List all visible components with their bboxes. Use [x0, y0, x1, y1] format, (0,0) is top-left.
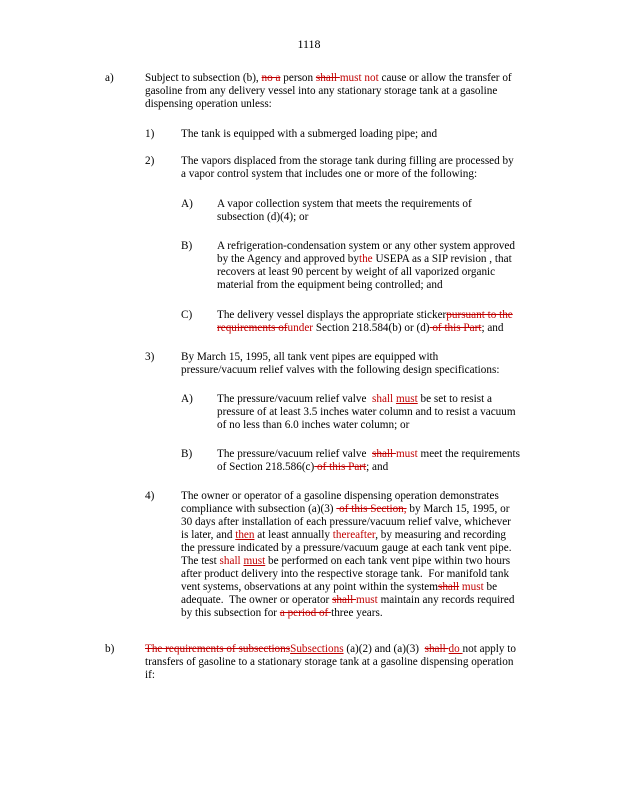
inserted-text: thereafter [332, 529, 376, 541]
text-run: cause or allow the transfer of [378, 72, 512, 84]
text-line [181, 555, 514, 568]
text-run: 30 days after installation of each pressure/vacuum relief valve, whichever [181, 516, 511, 528]
item-2A-text [217, 198, 472, 224]
text-line [181, 155, 514, 168]
text-run: ; and [481, 322, 504, 334]
text-line [181, 607, 514, 620]
text-line [217, 419, 516, 432]
text-run: maintain any records required [377, 594, 515, 606]
text-run: after product delivery into the respective storage tank. For manifold tank [181, 568, 510, 580]
item-1-text [181, 128, 437, 141]
text-line [181, 542, 514, 555]
text-line [181, 581, 514, 594]
text-run: A refrigeration-condensation system or any other system approved [217, 240, 515, 252]
text-run: the pressure indicated by a pressure/vacuum gauge at each tank vent pipe. [181, 542, 512, 554]
text-run: A vapor collection system that meets the requirements of [217, 198, 472, 210]
text-line [217, 309, 513, 322]
page-number: 1118 [297, 37, 321, 51]
item-2C-text [217, 309, 513, 335]
text-line [217, 198, 472, 211]
item-3-label: 3) [145, 351, 155, 363]
deleted-text: shall [424, 643, 449, 655]
text-run: pressure of at least 3.5 inches water column and to resist a vacuum [217, 406, 516, 418]
inserted-text: must [459, 581, 484, 593]
text-run: by this subsection for [181, 607, 280, 619]
item-4-label: 4) [145, 490, 155, 502]
item-3-text [181, 351, 499, 377]
item-1-label: 1) [145, 128, 155, 140]
text-run: of no less than 6.0 inches water column; or [217, 419, 410, 431]
deleted-text: shall [372, 448, 396, 460]
text-run: (a)(2) and (a)(3) [343, 643, 425, 655]
text-line [181, 351, 499, 364]
text-run: be performed on each tank vent pipe within two hours [265, 555, 511, 567]
deleted-text: pursuant to the [446, 309, 513, 321]
text-line [145, 669, 516, 682]
item-2A-label: A) [181, 198, 193, 210]
text-line [181, 594, 514, 607]
text-line [217, 448, 520, 461]
inserted-text: must [395, 393, 418, 405]
inserted-text: the [358, 253, 373, 265]
deleted-text: The requirements of subsections [145, 643, 291, 655]
text-run: compliance with subsection (a)(3) [181, 503, 337, 515]
item-2-text [181, 155, 514, 181]
text-run: recovers at least 90 percent by weight of all vaporized organic [217, 266, 496, 278]
text-line [181, 516, 514, 529]
text-line [217, 461, 520, 474]
deleted-text: requirements of [217, 322, 288, 334]
text-run: USEPA as a SIP revision , that [372, 253, 512, 265]
text-run: , by measuring and recording [375, 529, 506, 541]
text-run: The delivery vessel displays the appropriate sticker [217, 309, 447, 321]
text-line [217, 406, 516, 419]
text-run: The pressure/vacuum relief valve [217, 393, 373, 405]
deleted-text: a period of [279, 607, 332, 619]
text-line [217, 253, 515, 266]
text-run: ; and [366, 461, 389, 473]
item-2-label: 2) [145, 155, 155, 167]
text-run: of Section 218.586(c) [217, 461, 315, 473]
text-run: three years. [331, 607, 383, 619]
text-run: The vapors displaced from the storage tank during filling are processed by [181, 155, 514, 167]
subsection-b-label: b) [105, 643, 115, 655]
text-run: by the Agency and approved by [217, 253, 359, 265]
inserted-text: must [356, 594, 378, 606]
deleted-text: no a [261, 72, 281, 84]
deleted-text: shall [315, 72, 340, 84]
text-run: at least annually [254, 529, 333, 541]
text-line [181, 529, 514, 542]
item-3B-text [217, 448, 520, 474]
text-line [145, 656, 516, 669]
text-run: transfers of gasoline to a stationary storage tank at a gasoline dispensing operation [145, 656, 514, 668]
item-3A-label: A) [181, 393, 193, 405]
item-2C-label: C) [181, 309, 193, 321]
text-line [217, 240, 515, 253]
text-line [181, 128, 437, 141]
text-run: The tank is equipped with a submerged loading pipe; and [181, 128, 438, 140]
inserted-text: must [395, 448, 418, 460]
text-run: is later, and [181, 529, 236, 541]
subsection-a-label: a) [105, 72, 114, 84]
deleted-text: of this Part [314, 461, 367, 473]
text-line [145, 72, 512, 85]
text-run: By March 15, 1995, all tank vent pipes are equipped with [181, 351, 439, 363]
inserted-text: under [287, 322, 314, 334]
text-run: Subject to subsection (b), [145, 72, 262, 84]
text-run: be set to resist a [417, 393, 492, 405]
text-line [145, 98, 512, 111]
text-line [217, 266, 515, 279]
item-3A-text [217, 393, 516, 432]
text-run: The pressure/vacuum relief valve [217, 448, 373, 460]
inserted-text: must not [339, 72, 379, 84]
inserted-text: shall [372, 393, 396, 405]
text-run: meet the requirements [417, 448, 520, 460]
deleted-text: shall [332, 594, 357, 606]
text-run: if: [145, 669, 155, 681]
text-line [217, 393, 516, 406]
item-4-text [181, 490, 514, 620]
text-line [217, 322, 513, 335]
text-run: vent systems, observations at any point within the system [181, 581, 438, 593]
text-run: The owner or operator of a gasoline dispensing operation demonstrates [181, 490, 499, 502]
text-run: gasoline from any delivery vessel into any stationary storage tank at a gasoline [145, 85, 498, 97]
subsection-b-text [145, 643, 516, 682]
inserted-text: then [235, 529, 255, 541]
text-run: material from the equipment being controlled; and [217, 279, 443, 291]
text-run: The test [181, 555, 220, 567]
text-run: person [280, 72, 316, 84]
text-line [217, 279, 515, 292]
text-run: not apply to [462, 643, 516, 655]
text-line [217, 211, 472, 224]
text-line [181, 568, 514, 581]
deleted-text: shall [437, 581, 460, 593]
inserted-text: do [448, 643, 463, 655]
subsection-a-text [145, 72, 512, 111]
text-run: subsection (d)(4); or [217, 211, 309, 223]
text-run: a vapor control system that includes one or more of the following: [181, 168, 478, 180]
text-run: by March 15, 1995, or [406, 503, 510, 515]
text-run: pressure/vacuum relief valves with the following design specifications: [181, 364, 500, 376]
inserted-text: must [243, 555, 266, 567]
text-line [145, 643, 516, 656]
deleted-text: of this Part [429, 322, 482, 334]
inserted-text: Subsections [290, 643, 344, 655]
item-2B-text [217, 240, 515, 292]
inserted-text: shall [219, 555, 241, 567]
text-line [181, 364, 499, 377]
text-run: be [483, 581, 498, 593]
text-line [181, 490, 514, 503]
item-3B-label: B) [181, 448, 193, 460]
deleted-text: of this Section, [336, 503, 407, 515]
text-line [181, 168, 514, 181]
item-2B-label: B) [181, 240, 193, 252]
text-run: adequate. The owner or operator [181, 594, 333, 606]
text-line [145, 85, 512, 98]
text-run: Section 218.584(b) or (d) [313, 322, 430, 334]
text-line [181, 503, 514, 516]
text-run: dispensing operation unless: [145, 98, 272, 110]
